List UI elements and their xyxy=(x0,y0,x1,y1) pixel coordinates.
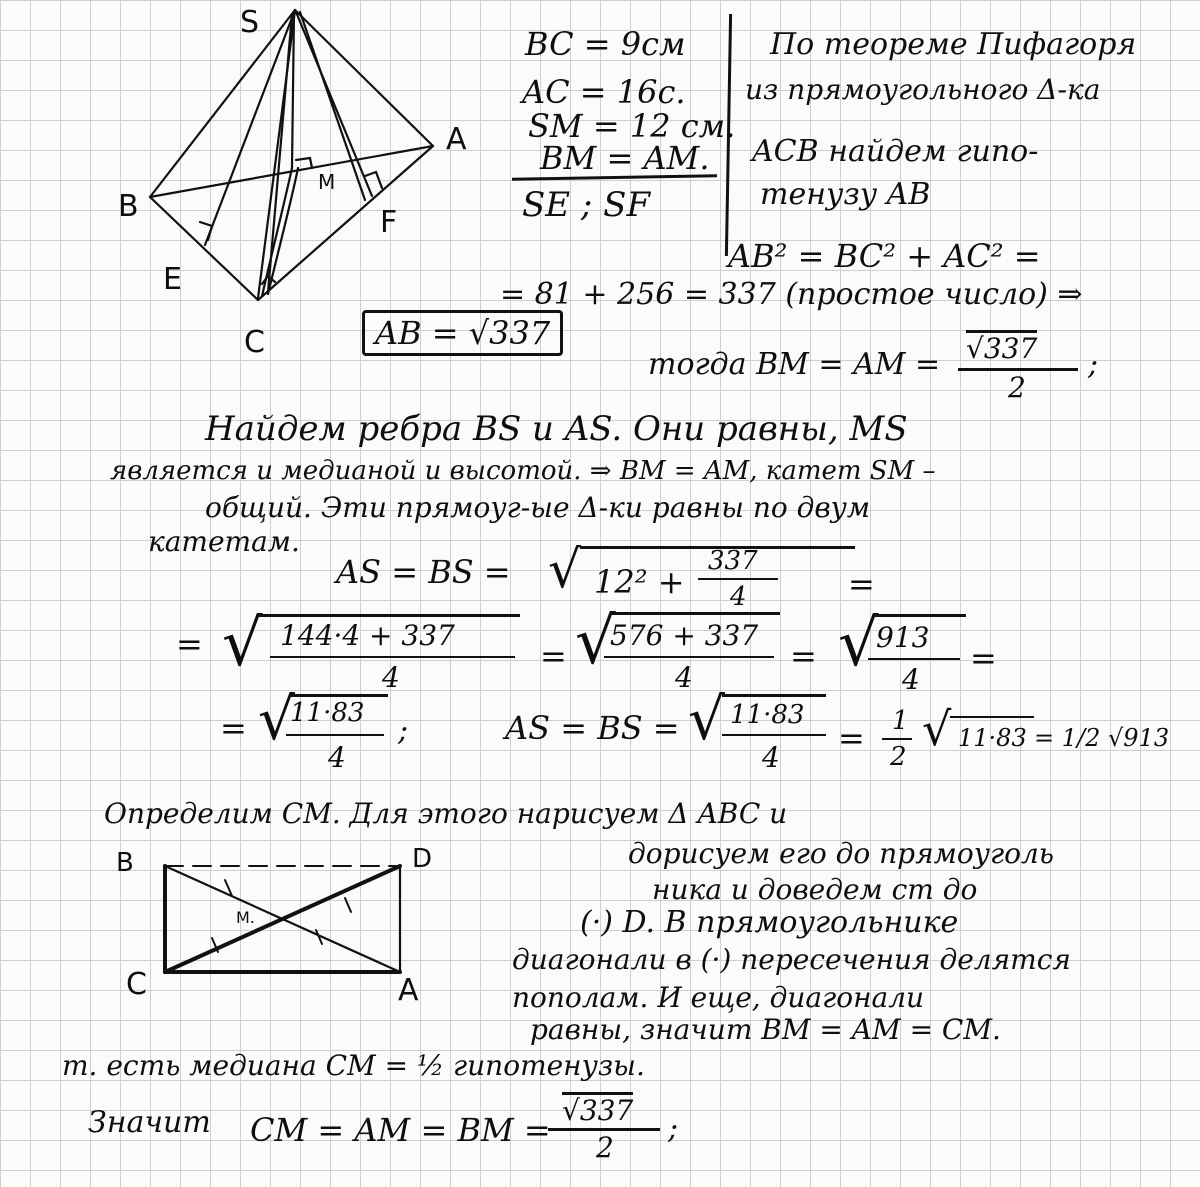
rect-label-a: A xyxy=(398,973,419,1008)
root-bar-6 xyxy=(722,694,826,697)
row2-denominator-3: 4 xyxy=(902,663,920,696)
row2-equals-start: = xyxy=(176,625,203,663)
coef-half-den: 2 xyxy=(890,742,907,772)
vertex-label-b: B xyxy=(118,189,139,224)
vertex-label-a: A xyxy=(446,122,467,157)
rect-label-c: C xyxy=(126,967,147,1002)
as-bs2-frac-bar xyxy=(722,734,826,736)
row1-equals: = xyxy=(848,565,875,603)
rect-label-d: D xyxy=(412,844,433,874)
cm-final: CM = AM = BM = xyxy=(250,1111,551,1149)
as-bs2-equals: = xyxy=(838,719,865,757)
edges-line-1: Найдем ребра BS и AS. Они равны, MS xyxy=(205,409,908,449)
as-bs-label-1: AS = BS = xyxy=(336,553,511,591)
root-bar-3 xyxy=(610,612,780,615)
cm-line-3: ника и доведем cm до xyxy=(652,873,978,906)
row3-equals-start: = xyxy=(220,709,247,747)
result-inner: 11·83 xyxy=(958,724,1027,752)
ab-result-box: AB = √337 xyxy=(362,310,563,356)
root-sign-4: √ xyxy=(838,607,879,681)
coef-half-num: 1 xyxy=(892,706,909,736)
root1-numerator: 337 xyxy=(708,546,758,576)
given-bm-am: BM = AM. xyxy=(540,139,710,177)
row2-denominator-1: 4 xyxy=(382,661,400,694)
rect-label-b: B xyxy=(116,848,134,878)
row2-frac-bar-3 xyxy=(868,658,960,660)
pythagoras-line-4: тенузу AB xyxy=(760,177,931,212)
cm-line-6: пополам. И еще, диагонали xyxy=(512,981,925,1014)
row2-equals-2: = xyxy=(540,637,567,675)
cm-line-4: (·) D. В прямоугольнике xyxy=(580,905,959,940)
as-bs-label-2: AS = BS = xyxy=(505,709,680,747)
pythagoras-line-2: из прямоугольного Δ-ка xyxy=(745,73,1101,106)
given-bc: BC = 9см xyxy=(525,25,686,63)
as-bs2-numerator: 11·83 xyxy=(730,700,805,730)
given-sm: SM = 12 см. xyxy=(528,107,736,145)
as-bs2-denominator: 4 xyxy=(762,741,780,774)
given-ac: AC = 16с. xyxy=(522,73,686,111)
cm-line-5: диагонали в (·) пересечения делятся xyxy=(512,943,1071,976)
row2-equals-4: = xyxy=(970,639,997,677)
row3-denominator: 4 xyxy=(328,741,346,774)
pythagoras-eq-2: = 81 + 256 = 337 (простое число) ⇒ xyxy=(500,277,1083,312)
half-root-numerator: √337 xyxy=(966,332,1038,365)
vertex-label-s: S xyxy=(240,5,260,40)
vertex-label-f: F xyxy=(380,205,398,240)
root1-term: 12² + xyxy=(594,563,685,601)
cm-line-9: Значит xyxy=(88,1105,211,1140)
vertex-label-c: C xyxy=(244,325,265,360)
cm-final-numerator: √337 xyxy=(562,1094,634,1127)
row3-separator: ; xyxy=(398,713,409,748)
cm-line-7: равны, значит BM = AM = CM. xyxy=(530,1013,1001,1046)
pythagoras-eq-1: AB² = BC² + AC² = xyxy=(728,237,1041,275)
then-bm-am: тогда BM = AM = xyxy=(648,347,941,382)
root-sign-7: √ xyxy=(922,702,952,756)
coef-half-bar xyxy=(882,738,912,740)
vertex-label-m: M xyxy=(318,170,336,194)
cm-line-2: дорисуем его до прямоуголь xyxy=(628,837,1055,870)
row2-numerator-2: 576 + 337 xyxy=(610,619,759,652)
root-bar-4 xyxy=(874,614,966,617)
edges-line-4: катетам. xyxy=(148,525,300,558)
vertex-label-e: E xyxy=(163,262,182,297)
root1-denominator: 4 xyxy=(730,582,747,612)
pythagoras-line-1: По теореме Пифагоря xyxy=(770,27,1137,62)
row2-denominator-2: 4 xyxy=(675,661,693,694)
find-se-sf: SE ; SF xyxy=(522,185,651,225)
row3-numerator: 11·83 xyxy=(290,698,365,728)
root-sign-3: √ xyxy=(575,605,616,679)
cm-final-denominator: 2 xyxy=(596,1131,614,1164)
row2-numerator-1: 144·4 + 337 xyxy=(280,619,455,652)
result-final: = 1/2 √913 xyxy=(1034,724,1170,752)
row2-equals-3: = xyxy=(790,637,817,675)
root1-frac-bar xyxy=(698,578,778,580)
cm-line-8: т. есть медиана CM = ½ гипотенузы. xyxy=(62,1049,645,1082)
pythagoras-line-3: ACB найдем гипо- xyxy=(752,134,1039,169)
root-bar-7 xyxy=(950,716,1034,718)
root-sign-1: √ xyxy=(548,540,582,600)
half-root-end: ; xyxy=(1088,347,1099,382)
edges-line-3: общий. Эти прямоуг-ые Δ-ки равны по двум xyxy=(205,491,871,524)
root-sign-2: √ xyxy=(222,607,263,681)
root-sign-6: √ xyxy=(688,685,725,753)
rect-label-m: M. xyxy=(236,908,255,927)
edges-line-2: является и медианой и высотой. ⇒ BM = AM, катет SM – xyxy=(110,456,936,486)
row2-numerator-3: 913 xyxy=(876,621,930,654)
row2-frac-bar-2 xyxy=(604,656,774,658)
root-sign-5: √ xyxy=(258,685,295,753)
cm-line-1: Определим CM. Для этого нарисуем Δ ABC и xyxy=(104,797,788,830)
cm-final-end: ; xyxy=(668,1111,679,1146)
half-root-denominator: 2 xyxy=(1008,371,1026,404)
